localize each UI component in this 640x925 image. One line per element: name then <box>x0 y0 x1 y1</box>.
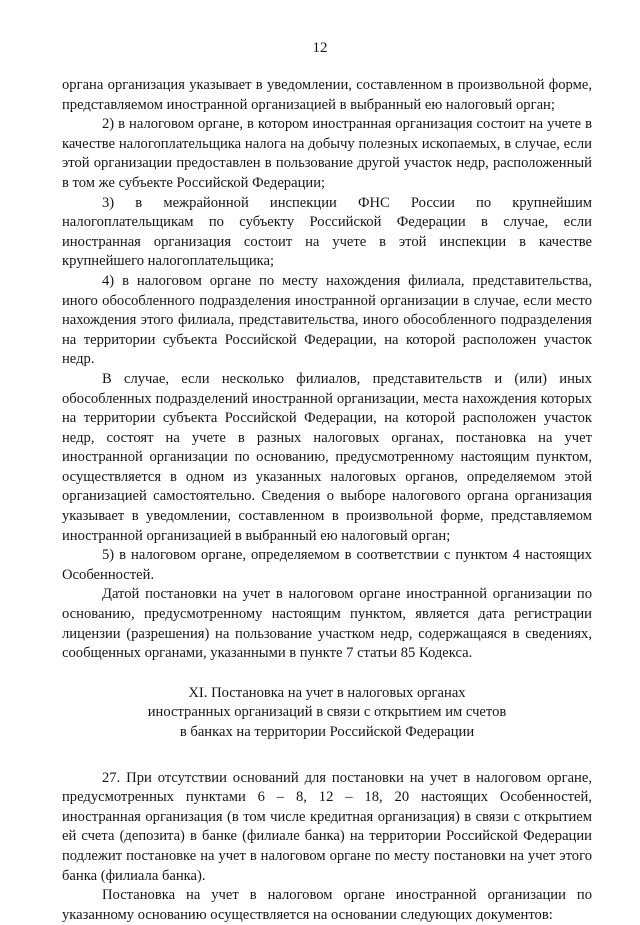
paragraph-multiple-branches: В случае, если несколько филиалов, представительств и (или) иных обособленных подразделений иностранной организации, места нахождения которых на территории субъекта Российской Федерации, на которой расположен участок недр, состоят на учете в разных налоговых органах, постановка на учет иностранной организации по основанию, предусмотренному настоящим пунктом, осуществляется в одном из указанных налоговых органов, определяемом этой организацией самостоятельно. Сведения о выборе налогового органа организация указывает в уведомлении, составленном в произвольной форме, представляемом иностранной организацией в выбранный ею налоговый орган; <box>62 370 592 544</box>
page-number: 12 <box>312 40 328 56</box>
paragraph-continuation: органа организация указывает в уведомлении, составленном в произвольной форме, представляемом иностранной организацией в выбранный ею налоговый орган; <box>62 77 592 113</box>
paragraph-item-27: 27. При отсутствии оснований для постановки на учет в налоговом органе, предусмотренных пунктами 6 – 8, 12 – 18, 20 настоящих Особенностей, иностранная организация (в том числе кредитная организация) в связи с открытием ей счета (депозита) в банке (филиале банка) на территории Российской Федерации подлежит постановке на учет в налоговом органе по месту постановки на учет этого банка (филиала банка). <box>62 769 592 884</box>
section-heading <box>62 684 592 743</box>
paragraph-item-5: 5) в налоговом органе, определяемом в соответствии с пунктом 4 настоящих Особенностей. <box>62 547 592 583</box>
section-heading-line: в банках на территории Российской Федерации <box>179 724 475 740</box>
paragraph-registration-date: Датой постановки на учет в налоговом органе иностранной организации по основанию, предусмотренному настоящим пунктом, является дата регистрации лицензии (разрешения) на пользование участком недр, содержащаяся в сведениях, сообщенных органами, указанными в пункте 7 статьи 85 Кодекса. <box>62 586 592 662</box>
section-heading-line: иностранных организаций в связи с открытием им счетов <box>147 704 507 721</box>
document-body <box>62 76 592 925</box>
paragraph-documents-basis: Постановка на учет в налоговом органе иностранной организации по указанному основанию осуществляется на основании следующих документов: <box>62 887 592 923</box>
paragraph-item-2: 2) в налоговом органе, в котором иностранная организация состоит на учете в качестве налогоплательщика налога на добычу полезных ископаемых, в случае, если этой организации предоставлен в пользование другой участок недр, расположенный в том же субъекте Российской Федерации; <box>62 116 592 191</box>
paragraph-item-4: 4) в налоговом органе по месту нахождения филиала, представительства, иного обособленного подразделения иностранной организации в случае, если место нахождения этого филиала, представительства, иного обособленного подразделения на территории субъекта Российской Федерации, на которой расположен участок недр. <box>62 272 592 368</box>
paragraph-item-3: 3) в межрайонной инспекции ФНС России по крупнейшим налогоплательщикам по субъекту Российской Федерации в случае, если иностранная организация состоит на учете в этой инспекции в качестве крупнейшего налогоплательщика; <box>62 194 592 270</box>
section-heading-line: XI. Постановка на учет в налоговых органах <box>188 684 466 701</box>
